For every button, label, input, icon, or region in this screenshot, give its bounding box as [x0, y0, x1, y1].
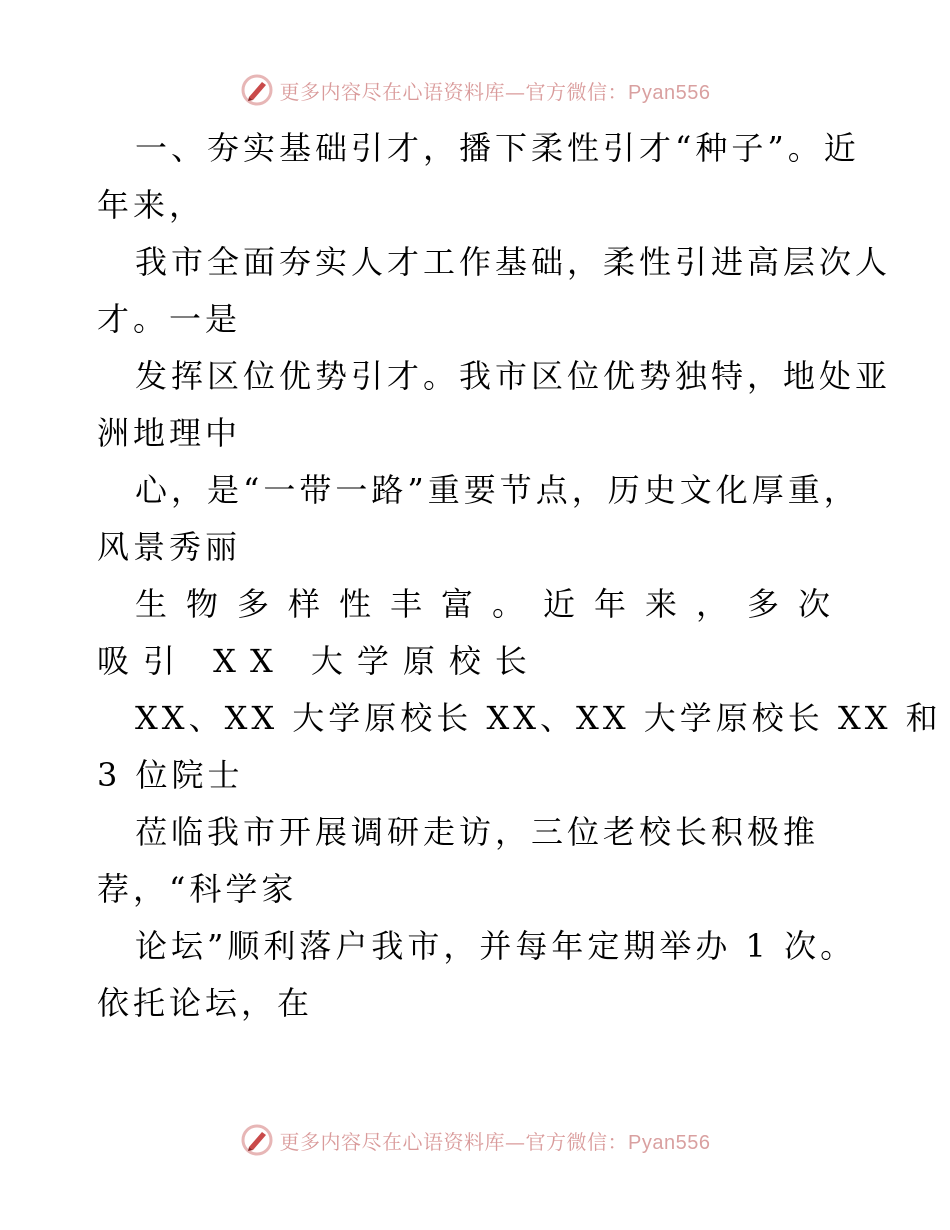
- text-line: 风景秀丽: [97, 528, 242, 566]
- text-line: 生物多样性丰富。近年来，多次: [135, 585, 850, 623]
- text-line: 发挥区位优势引才。我市区位优势独特，地处亚: [135, 357, 892, 395]
- text-line: 我市全面夯实人才工作基础，柔性引进高层次人: [135, 243, 892, 281]
- text-line: 才。一是: [97, 300, 242, 338]
- document-body: [97, 120, 942, 1032]
- text-line: 莅临我市开展调研走访，三位老校长积极推: [135, 813, 820, 851]
- pen-logo-icon: [240, 1123, 274, 1157]
- text-line: XX、XX 大学原校长 XX、XX 大学原校长 XX 和: [135, 699, 942, 737]
- watermark-footer: [0, 1120, 950, 1160]
- text-line: 论坛”顺利落户我市，并每年定期举办 1 次。: [135, 927, 857, 965]
- text-line: 3 位院士: [97, 756, 244, 794]
- watermark-text: 更多内容尽在心语资料库—官方微信：Pyan556: [279, 79, 711, 104]
- text-line: 一、夯实基础引才，播下柔性引才“种子”。近: [135, 129, 860, 167]
- watermark-header: [0, 70, 950, 110]
- text-line: 依托论坛，在: [97, 984, 314, 1022]
- text-line: 年来，: [97, 186, 206, 224]
- text-line: 心，是“一带一路”重要节点，历史文化厚重，: [135, 471, 860, 509]
- text-line: 洲地理中: [97, 414, 242, 452]
- text-line: 荐，“科学家: [97, 870, 298, 908]
- watermark-text: 更多内容尽在心语资料库—官方微信：Pyan556: [279, 1129, 711, 1154]
- text-line: 吸引 XX 大学原校长: [97, 642, 541, 680]
- pen-logo-icon: [240, 73, 274, 107]
